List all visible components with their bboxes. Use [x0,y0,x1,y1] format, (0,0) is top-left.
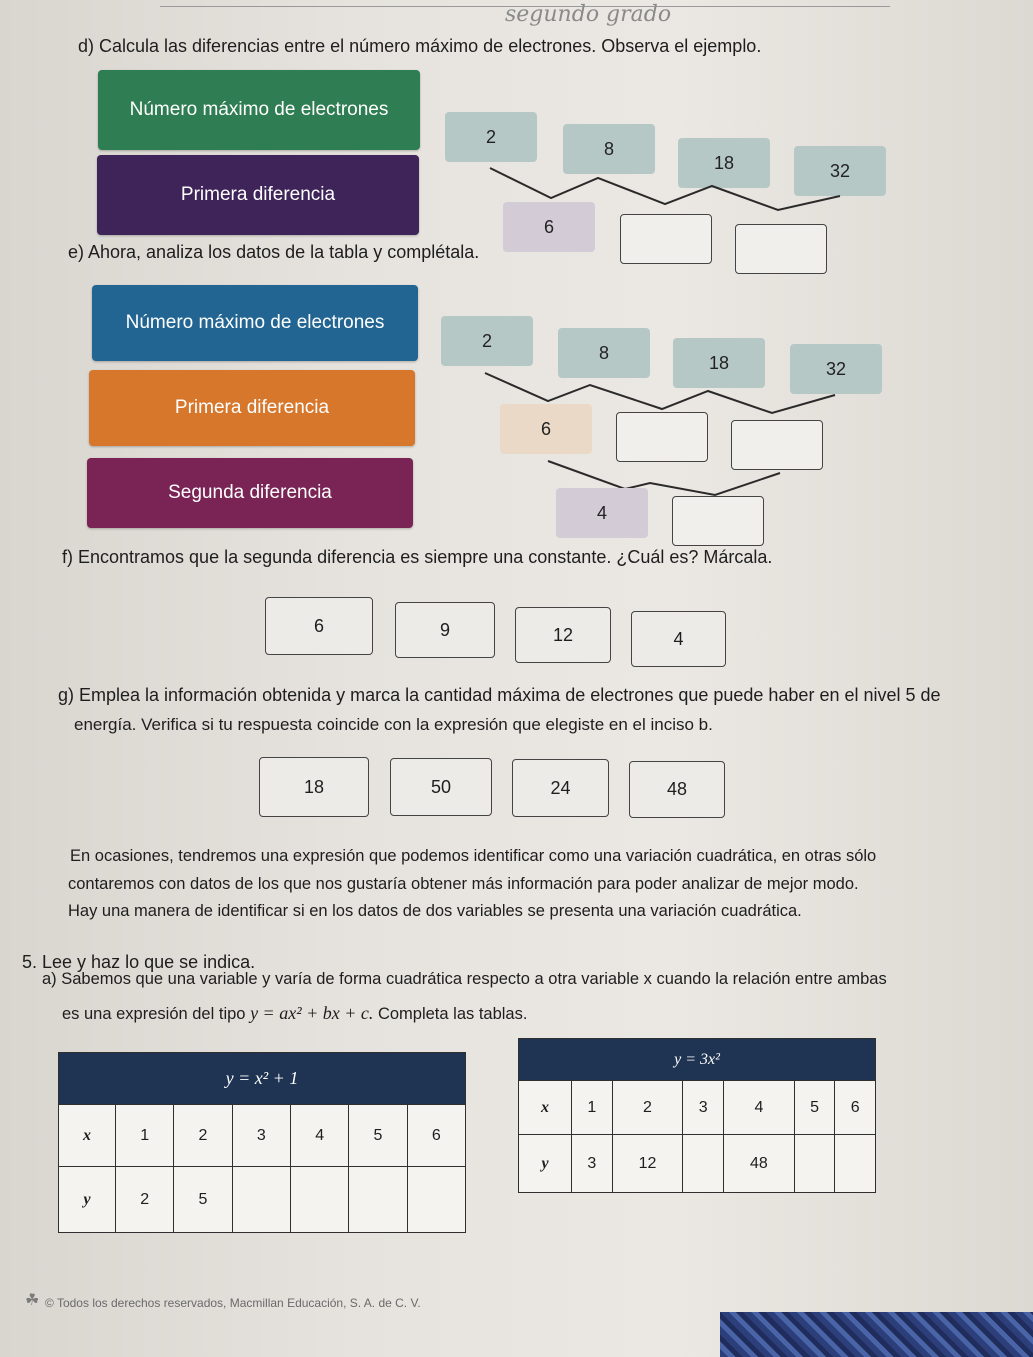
table1-x-5: 5 [349,1105,407,1167]
table1-y-1: 2 [116,1167,174,1233]
table2-x-5: 5 [794,1081,835,1135]
e-second-diff-1: 4 [556,488,648,538]
d-first-diff-2-input[interactable] [620,214,712,264]
e-number-18: 18 [673,338,765,388]
table2-x-3: 3 [683,1081,724,1135]
table2-y-4: 48 [723,1135,794,1193]
table2-y-5-input[interactable] [794,1135,835,1193]
label-segunda-e: Segunda diferencia [87,458,413,528]
table1-x-6: 6 [407,1105,465,1167]
e-first-diff-1: 6 [500,404,592,454]
e-number-2: 2 [441,316,533,366]
table2-y-3-input[interactable] [683,1135,724,1193]
table2-x-1: 1 [572,1081,613,1135]
table1-y-6-input[interactable] [407,1167,465,1233]
table1-title: y = x² + 1 [59,1053,466,1105]
a-line2-prefix: es una expresión del tipo [62,1005,246,1023]
table1-y-label: y [59,1167,116,1233]
question-d: d) Calcula las diferencias entre el número máximo de electrones. Observa el ejemplo. [78,36,762,56]
footer-copyright: © Todos los derechos reservados, Macmillan Educación, S. A. de C. V. [45,1296,421,1310]
table1-y-5-input[interactable] [349,1167,407,1233]
g-option-50[interactable]: 50 [390,758,492,816]
g-option-24[interactable]: 24 [512,759,609,817]
table1-x-label: x [59,1105,116,1167]
question-g-line1: g) Emplea la información obtenida y marca la cantidad máxima de electrones que puede haber en el nivel 5 de [58,685,941,705]
table2-y-2: 12 [612,1135,683,1193]
publisher-logo-icon: ☘ [25,1292,40,1309]
table2-x-4: 4 [723,1081,794,1135]
label-numero-e: Número máximo de electrones [92,285,418,361]
table1-x-2: 2 [174,1105,232,1167]
table-y-3x2 [518,1038,876,1193]
e-number-8: 8 [558,328,650,378]
paragraph-line1: En ocasiones, tendremos una expresión que podemos identificar como una variación cuadrática, en otras sólo [70,847,877,865]
table1-y-2: 5 [174,1167,232,1233]
section5-a-line1: a) Sabemos que una variable y varía de forma cuadrática respecto a otra variable x cuando la relación entre ambas [42,970,887,988]
g-option-18[interactable]: 18 [259,757,369,817]
table2-y-6-input[interactable] [835,1135,876,1193]
paragraph-line2: contaremos con datos de los que nos gustaría obtener más información para poder analizar de mejor modo. [68,875,859,893]
e-second-diff-2-input[interactable] [672,496,764,546]
d-number-8: 8 [563,124,655,174]
handwriting: segundo grado [505,2,672,27]
table1-y-4-input[interactable] [290,1167,348,1233]
table1-x-1: 1 [116,1105,174,1167]
label-primera-d: Primera diferencia [97,155,419,235]
f-option-6[interactable]: 6 [265,597,373,655]
table1-x-3: 3 [232,1105,290,1167]
d-first-diff-1: 6 [503,202,595,252]
table-y-x2-plus-1 [58,1052,466,1233]
d-number-2: 2 [445,112,537,162]
table1-x-4: 4 [290,1105,348,1167]
section5-a-line2 [62,1000,527,1028]
question-f: f) Encontramos que la segunda diferencia es siempre una constante. ¿Cuál es? Márcala. [62,547,773,567]
table2-x-6: 6 [835,1081,876,1135]
paragraph-line3: Hay una manera de identificar si en los datos de dos variables se presenta una variación cuadrática. [68,902,802,920]
table2-x-label: x [519,1081,572,1135]
f-option-9[interactable]: 9 [395,602,495,658]
question-g-line2: energía. Verifica si tu respuesta coincide con la expresión que elegiste en el inciso b. [74,715,713,734]
d-number-18: 18 [678,138,770,188]
table2-title: y = 3x² [519,1039,876,1081]
f-option-12[interactable]: 12 [515,607,611,663]
table2-x-2: 2 [612,1081,683,1135]
a-line2-suffix: Completa las tablas. [377,1005,528,1023]
g-option-48[interactable]: 48 [629,761,725,818]
d-first-diff-3-input[interactable] [735,224,827,274]
table1-y-3-input[interactable] [232,1167,290,1233]
label-numero-d: Número máximo de electrones [98,70,420,150]
table2-y-label: y [519,1135,572,1193]
e-number-32: 32 [790,344,882,394]
section5-title: 5. Lee y haz lo que se indica. [22,952,256,972]
label-primera-e: Primera diferencia [89,370,415,446]
background-fabric [720,1312,1033,1357]
table2-y-1: 3 [572,1135,613,1193]
question-e: e) Ahora, analiza los datos de la tabla y complétala. [68,242,480,262]
f-option-4[interactable]: 4 [631,611,726,667]
d-number-32: 32 [794,146,886,196]
a-line2-formula: y = ax² + bx + c. [250,1003,374,1023]
